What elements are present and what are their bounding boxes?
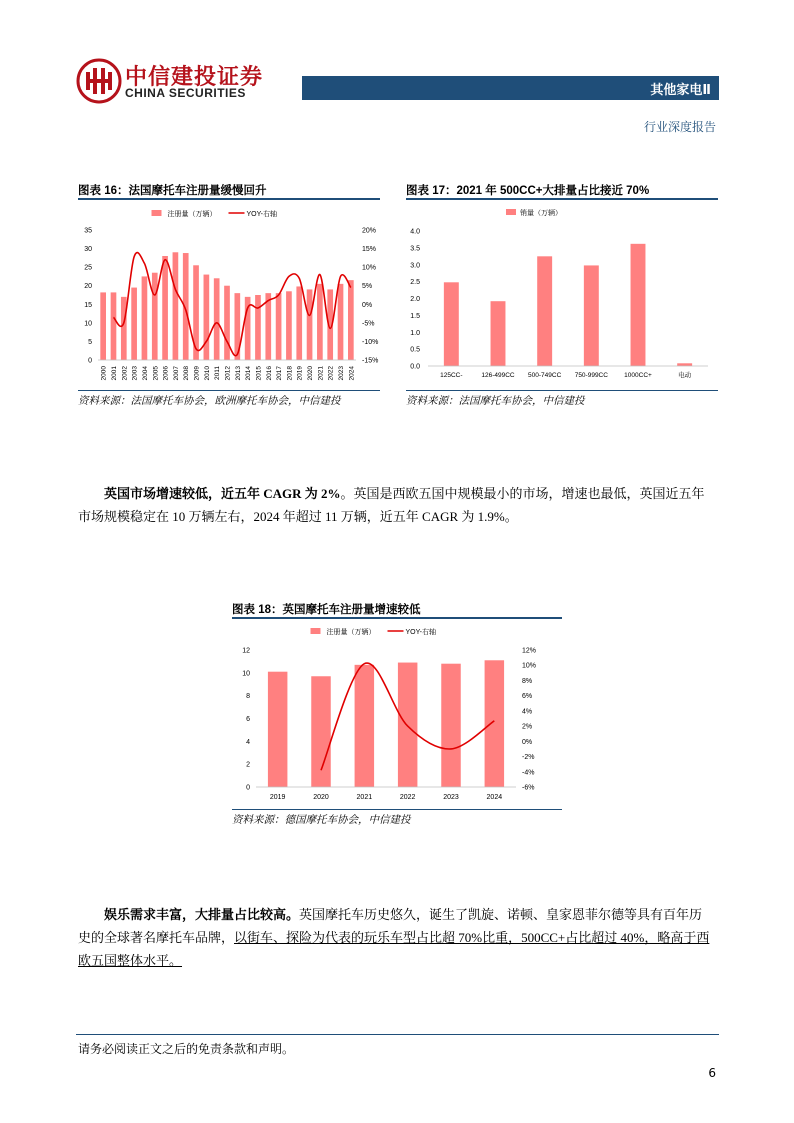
chart18-ytick-right: 4% — [522, 708, 533, 716]
x-tick-label: 2010 — [203, 366, 211, 381]
chart18-ytick-right: 12% — [522, 647, 537, 655]
fig16-bottom-rule — [78, 390, 380, 391]
p1-lead: 英国市场增速较低，近五年 CAGR 为 2% — [104, 486, 341, 501]
chart16-ytick-right: 20% — [362, 227, 377, 235]
bar — [268, 672, 288, 787]
p1-line1: 。英国是西欧五国中规模最小的市场，增速也最低，英国近五年 — [340, 486, 705, 501]
x-tick-label: 2019 — [269, 794, 286, 801]
chart16-ytick-right: -10% — [362, 338, 379, 346]
bar — [296, 286, 302, 360]
p2-line2-plain: 史的全球著名摩托车品牌， — [78, 930, 235, 945]
chart18-ytick-right: 2% — [522, 723, 533, 731]
bar — [111, 292, 117, 360]
bar — [255, 295, 261, 360]
p2-line3-underlined: 欧五国整体水平。 — [78, 953, 183, 968]
chart16-ytick-left: 20 — [84, 283, 92, 291]
bar — [677, 363, 692, 366]
page-number: 6 — [708, 1066, 716, 1080]
x-tick-label: 2017 — [276, 366, 284, 381]
chart18-ytick-left: 10 — [242, 670, 250, 678]
chart17-ytick: 3.0 — [410, 262, 420, 270]
chart16-ytick-right: 10% — [362, 264, 377, 272]
bar — [131, 288, 137, 360]
bar — [311, 676, 331, 787]
x-tick-label: 2009 — [193, 366, 201, 381]
x-tick-label: 2014 — [245, 366, 253, 381]
chart18-ytick-left: 2 — [246, 761, 250, 769]
bar — [537, 256, 552, 366]
fig16-top-rule — [78, 198, 380, 200]
fig17-bottom-rule — [406, 390, 718, 391]
fig17-top-rule — [406, 198, 718, 200]
brand-name-en: CHINA SECURITIES — [125, 86, 246, 100]
x-tick-label: 750-999CC — [574, 372, 608, 379]
x-tick-label: 2022 — [399, 794, 416, 801]
x-tick-label: 2023 — [338, 366, 346, 381]
fig18-bottom-rule — [232, 809, 562, 810]
header-sector-bar — [302, 76, 719, 100]
x-tick-label: 2004 — [141, 366, 149, 381]
x-tick-label: 2020 — [307, 366, 315, 381]
chart16-ytick-right: -15% — [362, 357, 379, 365]
bar — [204, 275, 210, 360]
chart17-ytick: 0.5 — [410, 346, 420, 354]
chart18-ytick-left: 8 — [246, 693, 250, 701]
x-tick-label: 2011 — [214, 366, 222, 380]
bar — [276, 293, 282, 360]
chart18-ytick-right: 8% — [522, 677, 533, 685]
p2-line1: 英国摩托车历史悠久，诞生了凯旋、诺顿、皇家恩菲尔德等具有百年历 — [299, 907, 703, 922]
fig17-chart — [406, 202, 718, 388]
chart18-ytick-right: -2% — [522, 754, 535, 762]
x-tick-label: 500-749CC — [528, 372, 562, 379]
fig17-source: 资料来源：法国摩托车协会，中信建投 — [406, 396, 585, 407]
chart16-ytick-right: 15% — [362, 246, 377, 254]
chart18-ytick-left: 0 — [246, 784, 250, 792]
chart16-ytick-left: 10 — [84, 320, 92, 328]
x-tick-label: 2003 — [131, 366, 139, 381]
bar — [286, 291, 292, 360]
x-tick-label: 1000CC+ — [624, 372, 652, 379]
bar — [444, 282, 459, 366]
brand-name-cn: 中信建投证券 — [125, 65, 264, 90]
x-tick-label: 2006 — [162, 366, 170, 381]
chart18-ytick-right: 10% — [522, 662, 537, 670]
chart17-ytick: 2.0 — [410, 296, 420, 303]
chart18-legend-bar-label: 注册量（万辆） — [326, 629, 376, 636]
bar — [100, 292, 106, 360]
chart16-ytick-right: 5% — [362, 283, 373, 291]
report-type-label: 行业深度报告 — [643, 120, 716, 134]
fig17-title: 图表 17：2021 年 500CC+大排量占比接近 70% — [406, 185, 650, 197]
x-tick-label: 2022 — [327, 366, 335, 381]
fig18-top-rule — [232, 617, 562, 619]
bar — [485, 660, 505, 787]
chart16-ytick-left: 0 — [88, 357, 92, 365]
paragraph-uk-market — [78, 482, 718, 528]
x-tick-label: 2021 — [356, 794, 373, 801]
bar — [214, 278, 220, 360]
chart17-ytick: 0.0 — [410, 363, 420, 371]
chart16-yoy-line — [113, 253, 350, 356]
p2-line2-underlined: 以街车、探险为代表的玩乐车型占比超 70%比重，500CC+占比超过 40%，略高于西 — [234, 930, 710, 945]
x-tick-label: 126-499CC — [481, 372, 515, 379]
chart17-legend-bar-swatch — [506, 209, 516, 215]
x-tick-label: 2013 — [234, 366, 242, 381]
chart17-ytick: 3.5 — [410, 245, 420, 253]
chart16-legend-bar-swatch — [152, 210, 162, 216]
x-tick-label: 2008 — [183, 366, 191, 381]
chart18-ytick-right: 6% — [522, 693, 533, 701]
bar — [441, 664, 461, 787]
x-tick-label: 电动 — [678, 372, 692, 379]
x-tick-label: 2000 — [100, 366, 108, 381]
x-tick-label: 2016 — [265, 366, 273, 381]
bar — [631, 244, 646, 366]
fig18-title: 图表 18：英国摩托车注册量增速较低 — [232, 604, 421, 616]
bar — [317, 284, 323, 360]
chart18-ytick-right: -4% — [522, 769, 535, 777]
x-tick-label: 2007 — [172, 366, 180, 381]
bar — [338, 284, 344, 360]
p2-lead: 娱乐需求丰富，大排量占比较高。 — [104, 907, 300, 922]
x-tick-label: 2018 — [286, 366, 294, 381]
bar — [398, 663, 418, 787]
paragraph-uk-demand — [78, 903, 718, 972]
x-tick-label: 2021 — [317, 366, 325, 381]
bar — [348, 280, 354, 360]
chart18-ytick-right: -6% — [522, 784, 535, 792]
x-tick-label: 2020 — [313, 794, 329, 801]
chart16-legend-bar-label: 注册量（万辆） — [167, 211, 217, 218]
x-tick-label: 2015 — [255, 366, 263, 381]
x-tick-label: 2023 — [443, 794, 459, 801]
chart16-ytick-left: 15 — [84, 301, 92, 309]
chart18-ytick-left: 6 — [246, 716, 250, 723]
chart18-legend-line-label: YOY-右轴 — [405, 629, 436, 636]
bar — [224, 286, 230, 360]
bar — [121, 297, 127, 360]
x-tick-label: 2019 — [296, 366, 304, 381]
chart17-legend-bar-label: 销量（万辆） — [520, 210, 562, 217]
chart17-ytick: 1.5 — [410, 312, 420, 320]
footer-rule — [76, 1034, 719, 1035]
bar — [265, 293, 271, 360]
bar — [584, 265, 599, 366]
bar — [491, 301, 506, 366]
x-tick-label: 2005 — [152, 366, 160, 381]
bar — [307, 289, 313, 360]
chart16-ytick-left: 35 — [84, 227, 92, 235]
p1-line2: 市场规模稳定在 10 万辆左右，2024 年超过 11 万辆，近五年 CAGR 为 1.9%。 — [78, 509, 518, 524]
chart16-ytick-left: 25 — [84, 264, 92, 272]
bar — [142, 276, 148, 360]
chart16-ytick-right: -5% — [362, 320, 375, 328]
chart16-ytick-left: 5 — [88, 338, 92, 346]
x-tick-label: 125CC- — [440, 372, 463, 379]
bar — [152, 273, 158, 360]
x-tick-label: 2001 — [110, 366, 118, 381]
chart18-ytick-right: 0% — [522, 738, 533, 746]
chart16-ytick-right: 0% — [362, 301, 373, 309]
chart17-ytick: 2.5 — [410, 279, 420, 287]
fig18-source: 资料来源：德国摩托车协会，中信建投 — [232, 815, 411, 826]
chart16-ytick-left: 30 — [84, 246, 92, 254]
sector-label: 其他家电Ⅱ — [650, 83, 711, 98]
fig16-source: 资料来源：法国摩托车协会，欧洲摩托车协会，中信建投 — [78, 396, 341, 407]
x-tick-label: 2024 — [348, 366, 356, 381]
fig18-chart — [232, 621, 562, 807]
bar — [355, 665, 375, 787]
chart17-ytick: 4.0 — [410, 228, 420, 236]
fig16-chart — [78, 202, 380, 388]
x-tick-label: 2012 — [224, 366, 232, 381]
chart18-ytick-left: 12 — [242, 647, 250, 655]
footer-disclaimer: 请务必阅读正文之后的免责条款和声明。 — [78, 1042, 295, 1056]
china-securities-logo-icon — [76, 58, 122, 104]
x-tick-label: 2024 — [486, 794, 503, 801]
chart16-legend-line-label: YOY-右轴 — [246, 211, 277, 218]
bar — [162, 256, 168, 360]
chart17-ytick: 1.0 — [410, 329, 420, 337]
fig16-title: 图表 16：法国摩托车注册量缓慢回升 — [78, 185, 267, 197]
bar — [173, 252, 179, 360]
chart18-ytick-left: 4 — [246, 738, 250, 746]
x-tick-label: 2002 — [121, 366, 129, 381]
chart18-legend-bar-swatch — [311, 628, 321, 634]
